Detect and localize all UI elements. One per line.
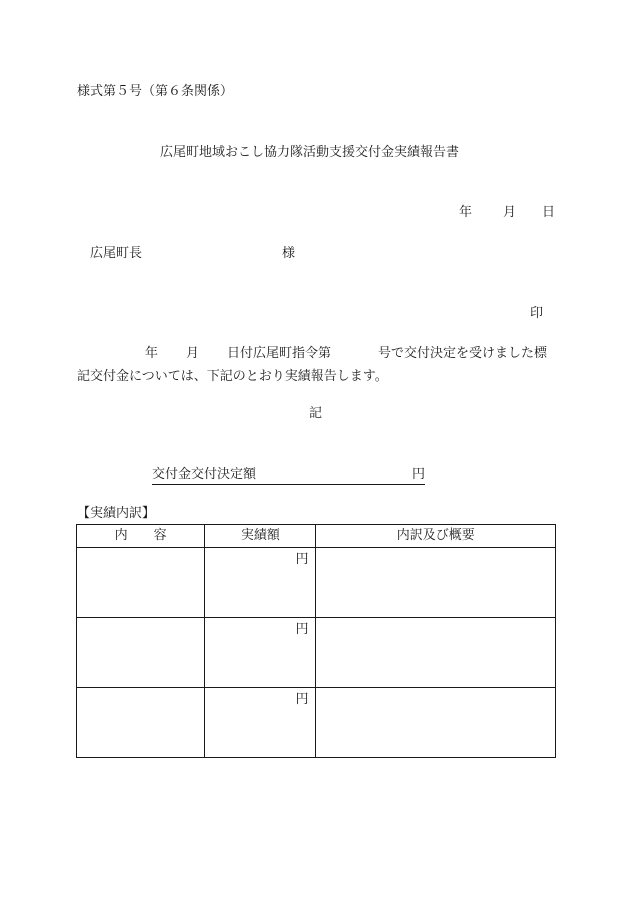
table-row <box>77 688 556 758</box>
grant-yen-unit: 円 <box>411 467 425 482</box>
addressee-honorific: 様 <box>282 246 296 261</box>
column-header-amount: 実績額 <box>205 525 316 548</box>
ki-heading: 記 <box>309 406 323 421</box>
amount-cell[interactable]: 円 <box>205 548 316 618</box>
detail-cell[interactable] <box>316 688 556 758</box>
date-month-label: 月 <box>503 205 517 220</box>
document-title: 広尾町地域おこし協力隊活動支援交付金実績報告書 <box>160 145 460 160</box>
breakdown-title: 【実績内訳】 <box>77 506 156 521</box>
addressee-title: 広尾町長 <box>90 246 143 261</box>
form-number: 様式第５号（第６条関係） <box>77 84 234 99</box>
body-month-label: 月 <box>186 346 200 361</box>
content-cell[interactable] <box>77 688 205 758</box>
date-year-label: 年 <box>459 205 473 220</box>
grant-amount-line <box>152 467 425 485</box>
content-cell[interactable] <box>77 548 205 618</box>
column-header-content: 内 容 <box>77 525 205 548</box>
seal-label: 印 <box>530 306 544 321</box>
detail-cell[interactable] <box>316 618 556 688</box>
amount-cell[interactable]: 円 <box>205 618 316 688</box>
column-header-detail: 内訳及び概要 <box>316 525 556 548</box>
body-issue-text: 号で交付決定を受けました標 <box>378 346 548 361</box>
results-table <box>76 524 556 758</box>
body-text-line-2: 記交付金については、下記のとおり実績報告します。 <box>77 369 388 384</box>
body-text-line-1 <box>77 346 557 362</box>
table-row <box>77 618 556 688</box>
body-day-text: 日付広尾町指令第 <box>227 346 332 361</box>
content-cell[interactable] <box>77 618 205 688</box>
grant-amount-label: 交付金交付決定額 <box>152 467 257 482</box>
body-year-label: 年 <box>145 346 159 361</box>
date-day-label: 日 <box>542 205 556 220</box>
amount-cell[interactable]: 円 <box>205 688 316 758</box>
table-row <box>77 548 556 618</box>
detail-cell[interactable] <box>316 548 556 618</box>
table-header-row <box>77 525 556 548</box>
